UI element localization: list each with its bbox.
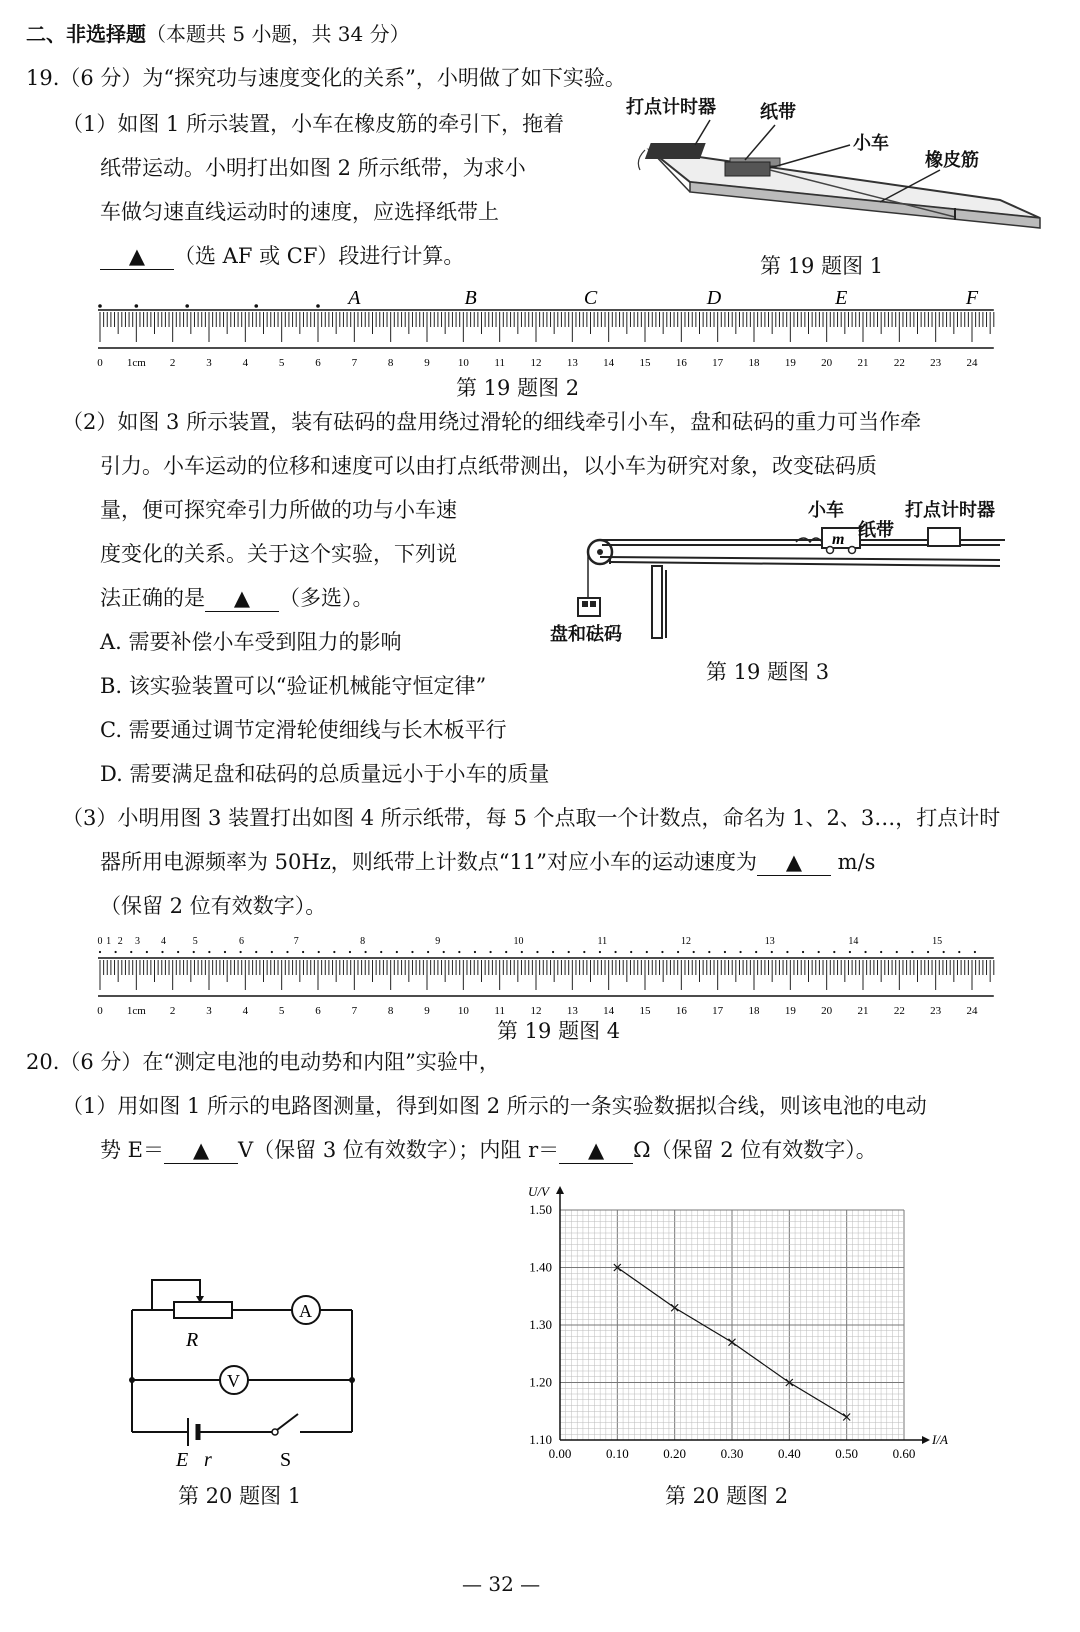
ruler-label: 13 xyxy=(566,357,578,369)
tape-dot xyxy=(568,951,570,953)
tape-dot xyxy=(130,951,132,953)
q20-p1-line1: （1）用如图 1 所示的电路图测量，得到如图 2 所示的一条实验数据拟合线，则该电池的电动 xyxy=(62,1094,927,1118)
tape-point-label: D xyxy=(706,287,722,309)
q19-p1-line2: 纸带运动。小明打出如图 2 所示纸带，为求小 xyxy=(100,156,526,180)
y-tick-label: 1.20 xyxy=(529,1374,552,1390)
tape-dot xyxy=(583,951,585,953)
ruler-label: 11 xyxy=(494,1005,505,1014)
label-S: S xyxy=(280,1449,292,1471)
ruler-label: 16 xyxy=(675,1005,687,1014)
tape-dot xyxy=(771,951,773,953)
tape-dot xyxy=(177,951,179,953)
count-point-label: 12 xyxy=(680,936,691,947)
label-R: R xyxy=(186,1329,199,1351)
tape-dot xyxy=(208,951,210,953)
q20-stem: 20.（6 分）在“测定电池的电动势和内阻”实验中， xyxy=(26,1050,500,1074)
ruler-label: 14 xyxy=(603,1005,615,1014)
y-tick-label: 1.50 xyxy=(529,1202,552,1217)
ruler-label: 1cm xyxy=(126,1005,146,1014)
answer-blank-r[interactable]: ▲ xyxy=(559,1138,633,1164)
q19-p1-line1: （1）如图 1 所示装置，小车在橡皮筋的牵引下，拖着 xyxy=(62,112,565,136)
tape-dot xyxy=(880,951,882,953)
count-point-label: 7 xyxy=(293,936,299,947)
ruler-label: 3 xyxy=(206,357,212,369)
ruler-label: 5 xyxy=(278,1005,285,1014)
tape-dot xyxy=(833,951,835,953)
ruler-label: 23 xyxy=(930,357,942,369)
fig19-1-label-timer: 打点计时器 xyxy=(626,97,716,118)
tape-dot xyxy=(99,951,101,953)
fig19-2-caption: 第 19 题图 2 xyxy=(456,376,580,400)
tray-shape xyxy=(578,598,600,616)
fig19-3-caption: 第 19 题图 3 xyxy=(706,660,830,684)
ruler-label: 8 xyxy=(387,1005,394,1014)
tape-dot xyxy=(161,951,163,953)
ruler-label: 10 xyxy=(457,357,469,369)
ruler-label: 15 xyxy=(639,357,651,369)
ruler-label: 9 xyxy=(424,357,430,369)
tape-point-label: A xyxy=(348,287,361,309)
ruler-label: 3 xyxy=(206,1005,212,1014)
tape-dot xyxy=(521,951,523,953)
ruler-label: 21 xyxy=(857,1005,869,1014)
fig20-1-circuit xyxy=(120,1270,380,1480)
label-E: E xyxy=(176,1449,189,1471)
tape-dot xyxy=(724,951,726,953)
ruler-label: 24 xyxy=(966,1005,978,1014)
tape-dot xyxy=(739,951,741,953)
tape-dot xyxy=(254,304,258,308)
ruler-2 xyxy=(0,280,1080,370)
tape-dot xyxy=(146,951,148,953)
fig19-1-label-cart: 小车 xyxy=(853,133,889,154)
tape-dot xyxy=(661,951,663,953)
ruler-label: 4 xyxy=(242,357,249,369)
ruler-label: 19 xyxy=(784,1005,796,1014)
tape-point-label: B xyxy=(464,287,477,309)
q19-p2-line2: 引力。小车运动的位移和速度可以由打点纸带测出，以小车为研究对象，改变砝码质 xyxy=(100,454,877,478)
ruler-label: 2 xyxy=(169,1005,176,1014)
ruler-label: 8 xyxy=(387,357,394,369)
fig19-3-label-cart: 小车 xyxy=(808,500,844,521)
count-point-label: 5 xyxy=(192,936,198,947)
count-point-label: 15 xyxy=(932,936,943,947)
tape-dot xyxy=(864,951,866,953)
count-point-label: 13 xyxy=(764,936,775,947)
tape-dot xyxy=(411,951,413,953)
ruler-label: 2 xyxy=(169,357,176,369)
tape-dot xyxy=(630,951,632,953)
fig19-1-label-tape: 纸带 xyxy=(760,102,796,123)
ruler-label: 15 xyxy=(639,1005,651,1014)
tape-dot xyxy=(364,951,366,953)
fig19-3-label-tape: 纸带 xyxy=(858,520,894,541)
count-point-label: 2 xyxy=(117,936,123,947)
x-tick-label: 0.00 xyxy=(548,1446,572,1461)
ruler-label: 5 xyxy=(278,357,285,369)
ruler-label: 12 xyxy=(530,1005,542,1014)
count-point-label: 4 xyxy=(161,936,167,947)
section-note: （本题共 5 小题，共 34 分） xyxy=(146,22,410,46)
q19-option-c: C. 需要通过调节定滑轮使细线与长木板平行 xyxy=(100,718,507,742)
tape-dot xyxy=(474,951,476,953)
label-V: V xyxy=(227,1371,240,1391)
ruler-label: 22 xyxy=(893,1005,905,1014)
y-tick-label: 1.30 xyxy=(529,1317,552,1332)
ruler-4 xyxy=(0,928,1080,1014)
ruler-label: 23 xyxy=(930,1005,942,1014)
count-point-label: 6 xyxy=(238,936,244,947)
answer-blank-1[interactable]: ▲ xyxy=(100,244,174,270)
tape-dot xyxy=(316,304,320,308)
answer-blank-3[interactable]: ▲ xyxy=(757,850,831,876)
fig19-4-tape xyxy=(0,928,1080,1014)
ruler-label: 7 xyxy=(351,357,358,369)
q19-option-b: B. 该实验装置可以“验证机械能守恒定律” xyxy=(100,674,487,698)
ruler-label: 7 xyxy=(351,1005,358,1014)
ruler-label: 20 xyxy=(821,357,833,369)
tape-dot xyxy=(786,951,788,953)
ruler-label: 18 xyxy=(748,1005,760,1014)
answer-blank-2[interactable]: ▲ xyxy=(205,586,279,612)
tape-dot xyxy=(677,951,679,953)
fig19-1-label-band: 橡皮筋 xyxy=(925,150,979,171)
tape-dot xyxy=(271,951,273,953)
tape-dot xyxy=(224,951,226,953)
x-tick-label: 0.10 xyxy=(605,1446,629,1461)
tape-dot xyxy=(943,951,945,953)
tape-dot xyxy=(135,304,139,308)
q19-p2-line1: （2）如图 3 所示装置，装有砝码的盘用绕过滑轮的细线牵引小车，盘和砝码的重力可当作牵 xyxy=(62,410,922,434)
x-tick-label: 0.50 xyxy=(835,1446,859,1461)
x-tick-label: 0.20 xyxy=(663,1446,687,1461)
tape-dot xyxy=(380,951,382,953)
ruler-label: 12 xyxy=(530,357,542,369)
tape-dot xyxy=(849,951,851,953)
ruler-label: 9 xyxy=(424,1005,430,1014)
ruler-label: 0 xyxy=(97,1005,103,1014)
ruler-label: 19 xyxy=(784,357,796,369)
count-point-label: 3 xyxy=(135,936,141,947)
tape-dot xyxy=(755,951,757,953)
y-tick-label: 1.40 xyxy=(529,1259,552,1275)
x-tick-label: 0.30 xyxy=(720,1446,744,1461)
tape-point-label: C xyxy=(583,287,598,309)
cart-shape xyxy=(725,162,770,176)
q19-p3-line1: （3）小明用图 3 装置打出如图 4 所示纸带，每 5 个点取一个计数点，命名为 1、2、3…，打点计时 xyxy=(62,806,1001,830)
tape-dot xyxy=(958,951,960,953)
answer-blank-emf[interactable]: ▲ xyxy=(164,1138,238,1164)
ruler-label: 16 xyxy=(675,357,687,369)
tape-dot xyxy=(974,951,976,953)
ruler-label: 14 xyxy=(603,357,615,369)
tape-dot xyxy=(115,951,117,953)
tape-dot xyxy=(896,951,898,953)
ruler-label: 13 xyxy=(566,1005,578,1014)
page-number: — 32 — xyxy=(462,1572,541,1596)
rheostat-shape xyxy=(174,1302,232,1318)
tape-dot xyxy=(536,951,538,953)
count-point-label: 9 xyxy=(435,936,441,947)
tape-dot xyxy=(185,304,189,308)
q19-p3-line2: 器所用电源频率为 50Hz，则纸带上计数点“11”对应小车的运动速度为 ▲ m/s xyxy=(100,850,875,876)
timer-shape xyxy=(928,528,960,546)
tape-dot xyxy=(333,951,335,953)
count-point-label: 0 xyxy=(97,936,103,947)
count-point-label: 10 xyxy=(513,936,524,947)
tape-dot xyxy=(302,951,304,953)
q20-p1-line2: 势 E＝ ▲ V（保留 3 位有效数字）；内阻 r＝ ▲ Ω（保留 2 位有效数字）。 xyxy=(100,1138,877,1164)
y-tick-label: 1.10 xyxy=(529,1432,552,1447)
tape-dot xyxy=(911,951,913,953)
tape-dot xyxy=(286,951,288,953)
ruler-label: 1cm xyxy=(126,357,146,369)
x-axis-label: I/A xyxy=(932,1432,948,1447)
tape-point-label: F xyxy=(965,287,979,309)
tape-point-label: E xyxy=(835,287,848,309)
tape-dot xyxy=(193,951,195,953)
tape-dot xyxy=(318,951,320,953)
fig19-1-caption: 第 19 题图 1 xyxy=(760,254,884,278)
q19-option-d: D. 需要满足盘和砝码的总质量远小于小车的质量 xyxy=(100,762,550,786)
count-point-label: 8 xyxy=(360,936,366,947)
q19-p1-line4: ▲ （选 AF 或 CF）段进行计算。 xyxy=(100,244,464,270)
y-axis-label: U/V xyxy=(528,1184,549,1199)
tape-dot xyxy=(708,951,710,953)
tape-dot xyxy=(599,951,601,953)
q19-p3-line3: （保留 2 位有效数字）。 xyxy=(100,894,327,918)
ruler-label: 11 xyxy=(494,357,505,369)
tape-dot xyxy=(693,951,695,953)
q19-stem: 19.（6 分）为“探究功与速度变化的关系”，小明做了如下实验。 xyxy=(26,66,626,90)
ruler-label: 4 xyxy=(242,1005,249,1014)
ruler-label: 24 xyxy=(966,357,978,369)
cart-mass-label: m xyxy=(832,531,845,548)
label-r: r xyxy=(204,1449,212,1471)
ruler-label: 20 xyxy=(821,1005,833,1014)
timer-shape xyxy=(645,143,706,159)
ruler-label: 22 xyxy=(893,357,905,369)
q19-p2-line4: 度变化的关系。关于这个实验，下列说 xyxy=(100,542,457,566)
ruler-label: 6 xyxy=(315,357,321,369)
ruler-label: 17 xyxy=(712,1005,724,1014)
tape-dot xyxy=(614,951,616,953)
x-tick-label: 0.60 xyxy=(892,1446,916,1461)
q19-option-a: A. 需要补偿小车受到阻力的影响 xyxy=(100,630,402,654)
count-point-label: 1 xyxy=(106,936,112,947)
tape-dot xyxy=(427,951,429,953)
tape-dot xyxy=(349,951,351,953)
ruler-label: 17 xyxy=(712,357,724,369)
fig19-3-label-weights: 盘和砝码 xyxy=(550,624,622,645)
q19-p1-line3: 车做匀速直线运动时的速度，应选择纸带上 xyxy=(100,200,499,224)
tape-dot xyxy=(552,951,554,953)
ruler-label: 18 xyxy=(748,357,760,369)
fig20-1-caption: 第 20 题图 1 xyxy=(178,1484,302,1508)
ruler-label: 6 xyxy=(315,1005,321,1014)
tape-dot xyxy=(927,951,929,953)
tape-dot xyxy=(818,951,820,953)
section-header xyxy=(26,22,410,46)
count-point-label: 14 xyxy=(848,936,859,947)
tape-dot xyxy=(240,951,242,953)
label-A: A xyxy=(299,1301,312,1321)
tape-dot xyxy=(255,951,257,953)
fig19-3-label-timer: 打点计时器 xyxy=(905,500,995,521)
fig19-2-tape xyxy=(0,280,1080,370)
tape-dot xyxy=(443,951,445,953)
tape-dot xyxy=(489,951,491,953)
tape-dot xyxy=(98,304,102,308)
q19-p2-line5: 法正确的是 ▲ （多选）。 xyxy=(100,586,374,612)
q19-p2-line3: 量，便可探究牵引力所做的功与小车速 xyxy=(100,498,457,522)
tape-dot xyxy=(802,951,804,953)
section-title: 二、非选择题 xyxy=(26,22,146,46)
fig19-4-caption: 第 19 题图 4 xyxy=(497,1019,621,1043)
x-axis-arrow xyxy=(922,1436,930,1444)
ruler-label: 10 xyxy=(457,1005,469,1014)
fig20-2-chart xyxy=(500,1180,970,1480)
tape-dot xyxy=(458,951,460,953)
ruler-label: 21 xyxy=(857,357,869,369)
tape-dot xyxy=(505,951,507,953)
count-point-label: 11 xyxy=(597,936,608,947)
ruler-label: 0 xyxy=(97,357,103,369)
x-tick-label: 0.40 xyxy=(777,1446,801,1461)
tape-dot xyxy=(396,951,398,953)
tape-dot xyxy=(646,951,648,953)
y-axis-arrow xyxy=(556,1186,564,1194)
fig20-2-caption: 第 20 题图 2 xyxy=(665,1484,789,1508)
